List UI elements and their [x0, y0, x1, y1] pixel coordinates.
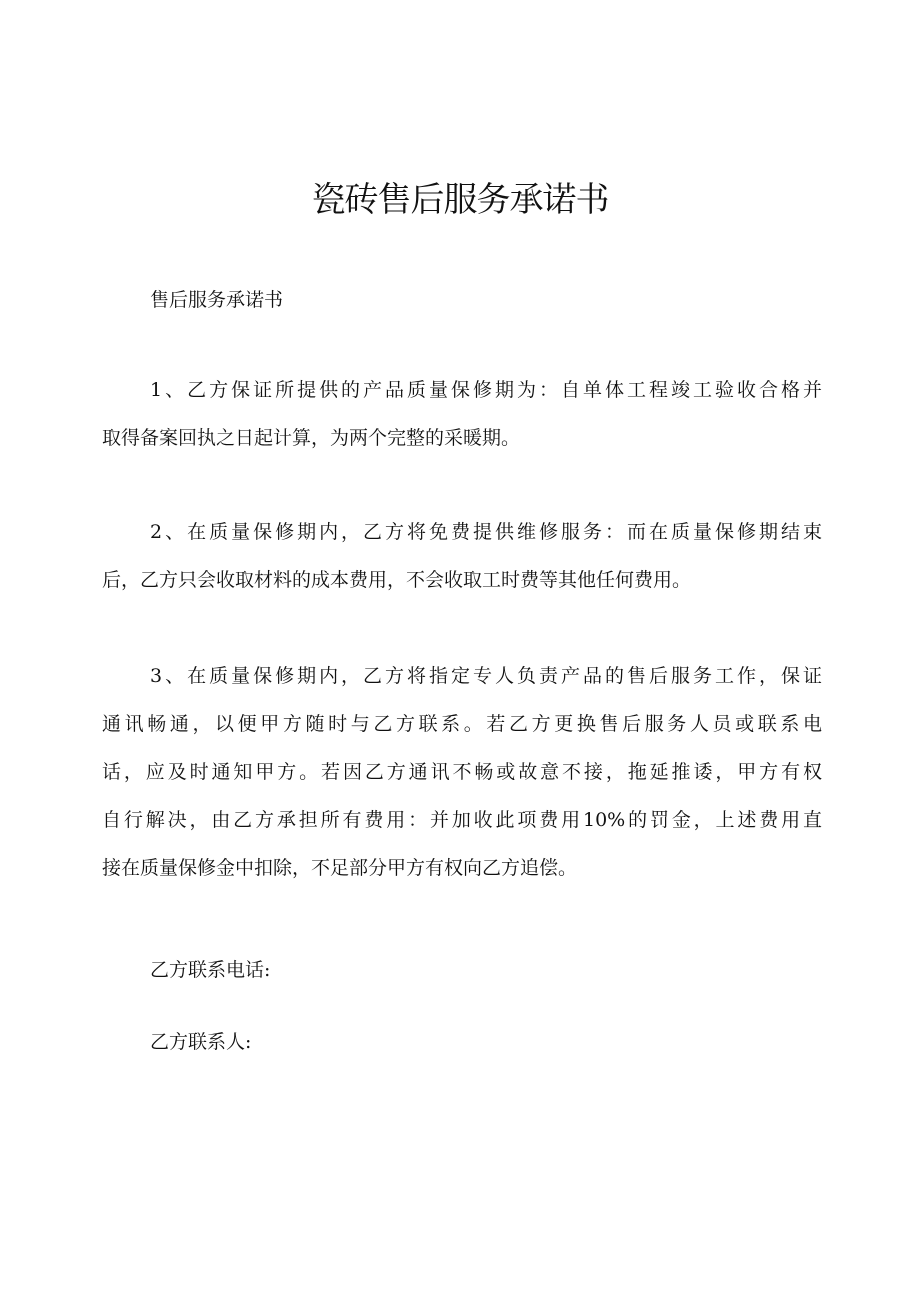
clause-3 — [102, 652, 822, 892]
clause-3-line-1: 3、在质量保修期内，乙方将指定专人负责产品的售后服务工作，保证 — [150, 665, 822, 687]
clause-1-line-1: 1、乙方保证所提供的产品质量保修期为：自单体工程竣工验收合格并 — [150, 379, 822, 401]
clause-2 — [102, 508, 822, 604]
document-subtitle: 售后服务承诺书 — [150, 289, 284, 311]
contact-person-label: 乙方联系人: — [150, 1031, 252, 1053]
clause-3-line-5: 接在质量保修金中扣除，不足部分甲方有权向乙方追偿。 — [102, 857, 578, 879]
contact-phone-label: 乙方联系电话: — [150, 959, 271, 981]
document-title: 瓷砖售后服务承诺书 — [311, 180, 609, 220]
clause-2-line-2: 后，乙方只会收取材料的成本费用，不会收取工时费等其他任何费用。 — [102, 569, 692, 591]
clause-3-line-2: 通讯畅通，以便甲方随时与乙方联系。若乙方更换售后服务人员或联系电 — [102, 713, 822, 735]
clause-2-line-1: 2、在质量保修期内，乙方将免费提供维修服务：而在质量保修期结束 — [150, 521, 822, 543]
clause-3-line-3: 话，应及时通知甲方。若因乙方通讯不畅或故意不接，拖延推诿，甲方有权 — [102, 761, 822, 783]
clause-3-line-4: 自行解决，由乙方承担所有费用：并加收此项费用10%的罚金，上述费用直 — [102, 809, 822, 831]
clause-1 — [102, 366, 822, 462]
clause-1-line-2: 取得备案回执之日起计算，为两个完整的采暖期。 — [102, 427, 521, 449]
